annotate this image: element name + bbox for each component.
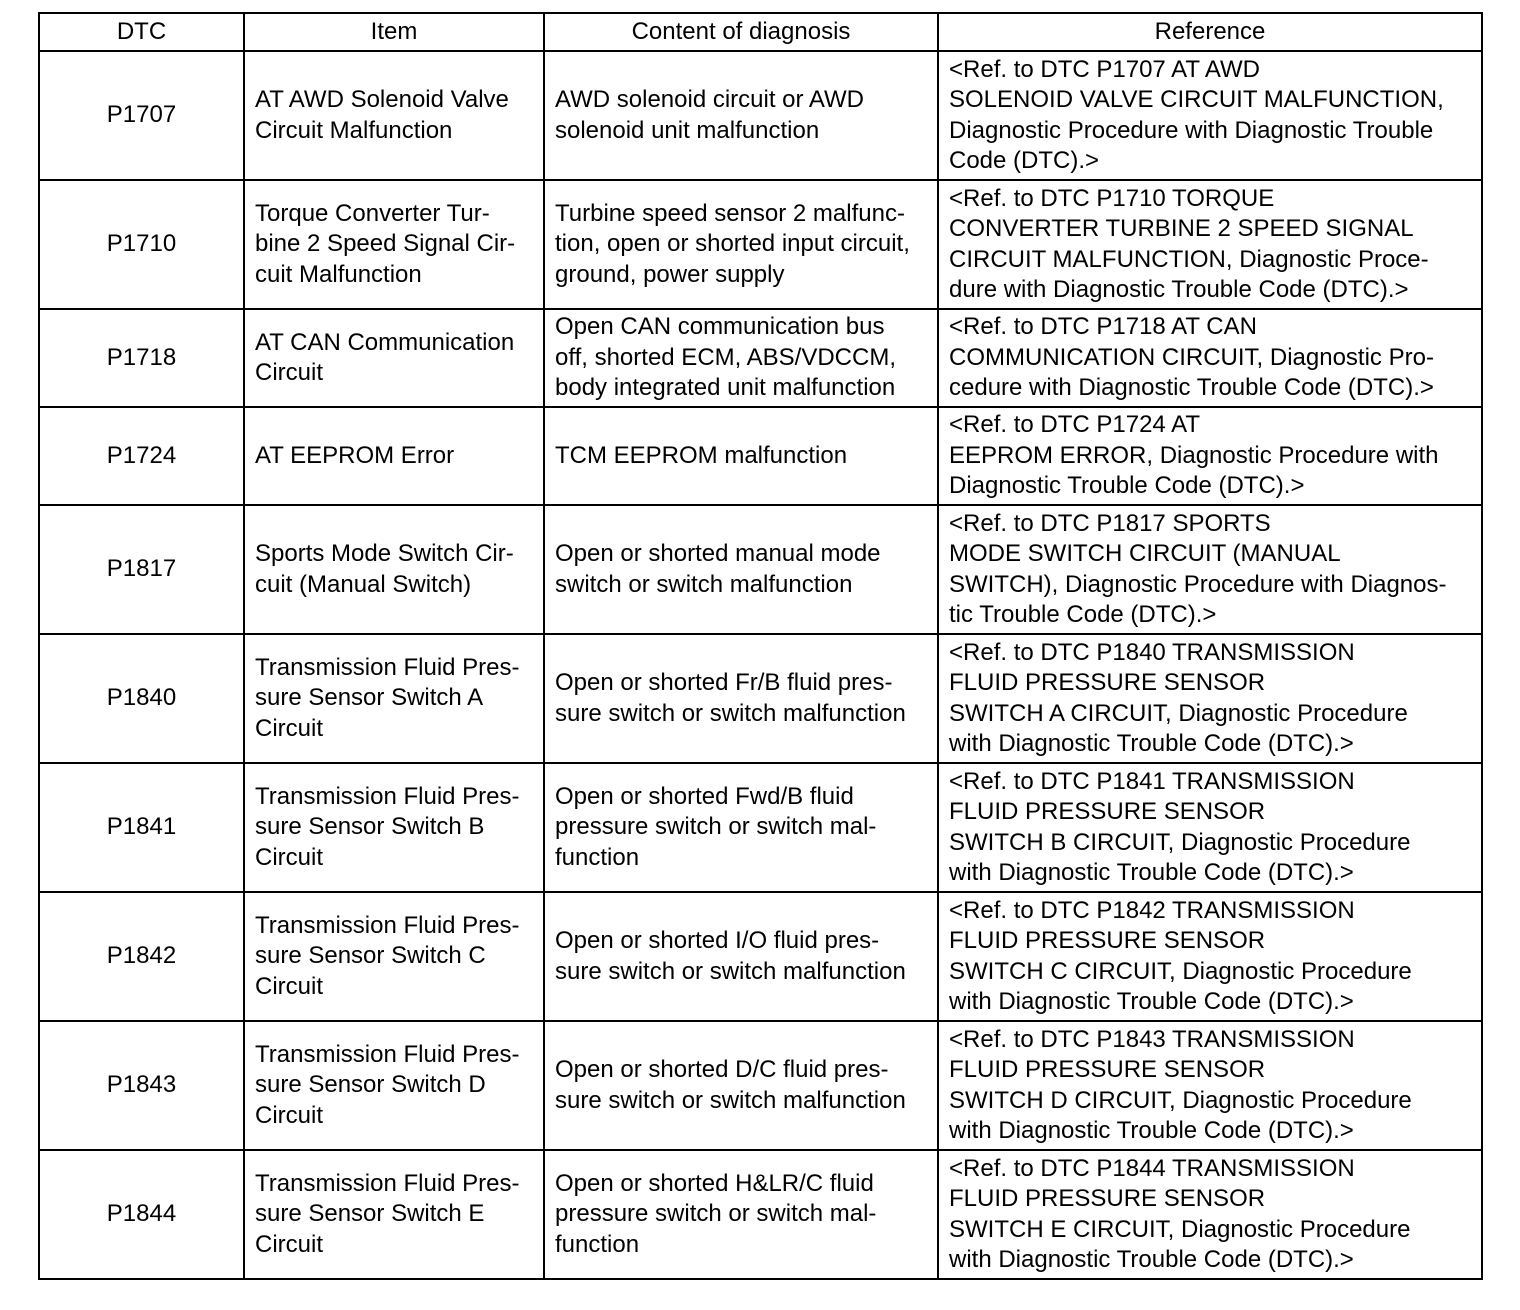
item-cell: Sports Mode Switch Cir- cuit (Manual Switch): [244, 505, 544, 634]
table-row: [39, 407, 1482, 505]
item-cell: Transmission Fluid Pres- sure Sensor Switch E Circuit: [244, 1150, 544, 1279]
reference-cell: <Ref. to DTC P1843 TRANSMISSION FLUID PRESSURE SENSOR SWITCH D CIRCUIT, Diagnostic Procedure with Diagnostic Trouble Code (DTC).>: [938, 1021, 1482, 1150]
content-cell: Open or shorted D/C fluid pres- sure switch or switch malfunction: [544, 1021, 938, 1150]
item-cell: Transmission Fluid Pres- sure Sensor Switch B Circuit: [244, 763, 544, 892]
reference-cell: <Ref. to DTC P1724 AT EEPROM ERROR, Diagnostic Procedure with Diagnostic Trouble Code (DTC).>: [938, 407, 1482, 505]
reference-cell: <Ref. to DTC P1710 TORQUE CONVERTER TURBINE 2 SPEED SIGNAL CIRCUIT MALFUNCTION, Diagnostic Proce- dure with Diagnostic Trouble Code (DTC).>: [938, 180, 1482, 309]
table-row: [39, 1021, 1482, 1150]
content-cell: TCM EEPROM malfunction: [544, 407, 938, 505]
dtc-code: P1843: [39, 1021, 244, 1150]
reference-cell: <Ref. to DTC P1707 AT AWD SOLENOID VALVE CIRCUIT MALFUNCTION, Diagnostic Procedure with Diagnostic Trouble Code (DTC).>: [938, 51, 1482, 180]
table-row: [39, 634, 1482, 763]
header-reference: Reference: [938, 13, 1482, 51]
item-cell: AT AWD Solenoid Valve Circuit Malfunction: [244, 51, 544, 180]
table-row: [39, 180, 1482, 309]
table-row: [39, 1150, 1482, 1279]
header-row: [39, 13, 1482, 51]
content-cell: Open or shorted Fr/B fluid pres- sure switch or switch malfunction: [544, 634, 938, 763]
reference-cell: <Ref. to DTC P1844 TRANSMISSION FLUID PRESSURE SENSOR SWITCH E CIRCUIT, Diagnostic Procedure with Diagnostic Trouble Code (DTC).>: [938, 1150, 1482, 1279]
reference-cell: <Ref. to DTC P1841 TRANSMISSION FLUID PRESSURE SENSOR SWITCH B CIRCUIT, Diagnostic Procedure with Diagnostic Trouble Code (DTC).>: [938, 763, 1482, 892]
dtc-code: P1724: [39, 407, 244, 505]
header-dtc: DTC: [39, 13, 244, 51]
table-row: [39, 505, 1482, 634]
dtc-code: P1844: [39, 1150, 244, 1279]
content-cell: Open or shorted H&LR/C fluid pressure switch or switch mal- function: [544, 1150, 938, 1279]
item-cell: AT CAN Communication Circuit: [244, 309, 544, 407]
table-row: [39, 763, 1482, 892]
table-row: [39, 309, 1482, 407]
header-content-of-diagnosis: Content of diagnosis: [544, 13, 938, 51]
table-row: [39, 892, 1482, 1021]
reference-cell: <Ref. to DTC P1718 AT CAN COMMUNICATION CIRCUIT, Diagnostic Pro- cedure with Diagnostic Trouble Code (DTC).>: [938, 309, 1482, 407]
item-cell: Transmission Fluid Pres- sure Sensor Switch D Circuit: [244, 1021, 544, 1150]
table-body: [39, 51, 1482, 1279]
content-cell: Open or shorted Fwd/B fluid pressure switch or switch mal- function: [544, 763, 938, 892]
item-cell: AT EEPROM Error: [244, 407, 544, 505]
content-cell: Open CAN communication bus off, shorted ECM, ABS/VDCCM, body integrated unit malfunction: [544, 309, 938, 407]
item-cell: Transmission Fluid Pres- sure Sensor Switch A Circuit: [244, 634, 544, 763]
dtc-code: P1710: [39, 180, 244, 309]
dtc-code: P1718: [39, 309, 244, 407]
content-cell: AWD solenoid circuit or AWD solenoid unit malfunction: [544, 51, 938, 180]
reference-cell: <Ref. to DTC P1840 TRANSMISSION FLUID PRESSURE SENSOR SWITCH A CIRCUIT, Diagnostic Procedure with Diagnostic Trouble Code (DTC).>: [938, 634, 1482, 763]
dtc-table: [38, 12, 1483, 1280]
content-cell: Open or shorted I/O fluid pres- sure switch or switch malfunction: [544, 892, 938, 1021]
item-cell: Transmission Fluid Pres- sure Sensor Switch C Circuit: [244, 892, 544, 1021]
dtc-code: P1842: [39, 892, 244, 1021]
content-cell: Open or shorted manual mode switch or switch malfunction: [544, 505, 938, 634]
header-item: Item: [244, 13, 544, 51]
reference-cell: <Ref. to DTC P1842 TRANSMISSION FLUID PRESSURE SENSOR SWITCH C CIRCUIT, Diagnostic Procedure with Diagnostic Trouble Code (DTC).>: [938, 892, 1482, 1021]
item-cell: Torque Converter Tur- bine 2 Speed Signal Cir- cuit Malfunction: [244, 180, 544, 309]
dtc-code: P1840: [39, 634, 244, 763]
reference-cell: <Ref. to DTC P1817 SPORTS MODE SWITCH CIRCUIT (MANUAL SWITCH), Diagnostic Procedure with Diagnos- tic Trouble Code (DTC).>: [938, 505, 1482, 634]
table-header: [39, 13, 1482, 51]
content-cell: Turbine speed sensor 2 malfunc- tion, open or shorted input circuit, ground, power supply: [544, 180, 938, 309]
table-row: [39, 51, 1482, 180]
dtc-code: P1707: [39, 51, 244, 180]
dtc-code: P1841: [39, 763, 244, 892]
dtc-code: P1817: [39, 505, 244, 634]
